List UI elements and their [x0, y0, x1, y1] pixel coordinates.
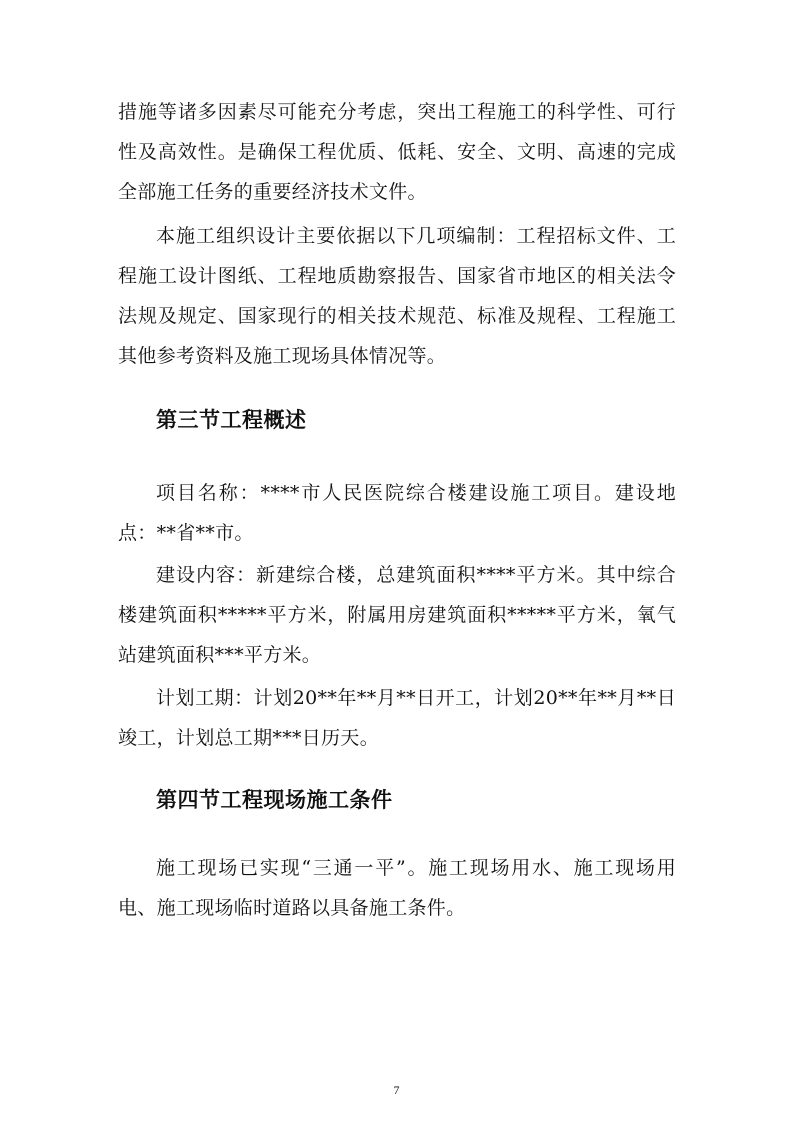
paragraph-project-name: 项目名称：****市人民医院综合楼建设施工项目。建设地点：**省**市。 [118, 482, 676, 544]
paragraph-construction-content: 建设内容：新建综合楼，总建筑面积****平方米。其中综合楼建筑面积*****平方米，附属用房建筑面积*****平方米，氧气站建筑面积***平方米。 [118, 564, 676, 666]
section-heading-4: 第四节工程现场施工条件 [156, 787, 393, 812]
page-number: 7 [393, 1083, 400, 1097]
paragraph-intro-continued: 措施等诸多因素尽可能充分考虑，突出工程施工的科学性、可行性及高效性。是确保工程优质、低耗、安全、文明、高速的完成全部施工任务的重要经济技术文件。 [118, 101, 676, 203]
section-heading-3: 第三节工程概述 [156, 407, 307, 432]
paragraph-site-conditions: 施工现场已实现“三通一平”。施工现场用水、施工现场用电、施工现场临时道路以具备施工条件。 [118, 857, 676, 919]
paragraph-schedule: 计划工期：计划20**年**月**日开工，计划20**年**月**日竣工，计划总工期***日历天。 [118, 687, 676, 749]
paragraph-basis: 本施工组织设计主要依据以下几项编制：工程招标文件、工程施工设计图纸、工程地质勘察报告、国家省市地区的相关法令法规及规定、国家现行的相关技术规范、标准及规程、工程施工其他参考资料及施工现场具体情况等。 [118, 225, 676, 367]
